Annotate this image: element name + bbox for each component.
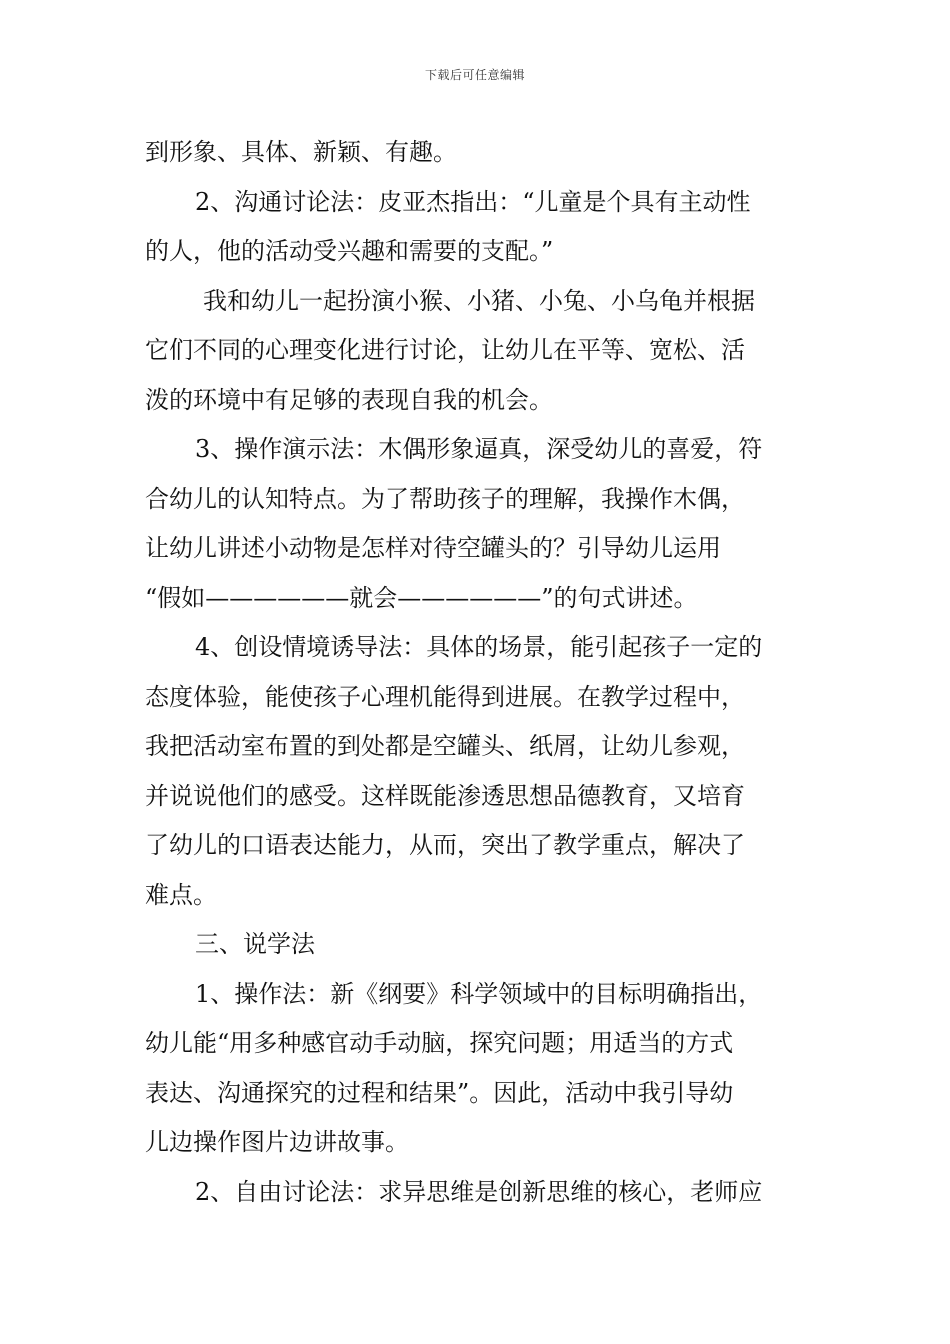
body-line: 儿边操作图片边讲故事。 xyxy=(145,1128,409,1156)
body-line: 我和幼儿一起扮演小猴、小猪、小兔、小乌龟并根据 xyxy=(203,286,755,315)
body-line: 4、创设情境诱导法：具体的场景，能引起孩子一定的 xyxy=(195,633,763,661)
body-line: 我把活动室布置的到处都是空罐头、纸屑，让幼儿参观， xyxy=(145,732,745,760)
body-line: 让幼儿讲述小动物是怎样对待空罐头的？引导幼儿运用 xyxy=(145,534,721,562)
header-note: 下载后可任意编辑 xyxy=(424,68,525,82)
body-line: 3、操作演示法：木偶形象逼真，深受幼儿的喜爱，符 xyxy=(195,435,763,463)
body-line: 2、自由讨论法：求异思维是创新思维的核心，老师应 xyxy=(195,1177,763,1206)
body-line: 合幼儿的认知特点。为了帮助孩子的理解，我操作木偶， xyxy=(145,484,745,513)
body-line: 的人，他的活动受兴趣和需要的支配。” xyxy=(145,237,554,265)
body-line: “假如——————就会——————”的句式讲述。 xyxy=(145,583,698,612)
body-line: 难点。 xyxy=(145,880,217,909)
body-line: 了幼儿的口语表达能力，从而，突出了教学重点，解决了 xyxy=(145,831,745,859)
body-line: 它们不同的心理变化进行讨论，让幼儿在平等、宽松、活 xyxy=(145,336,745,364)
body-line: 幼儿能“用多种感官动手动脑，探究问题；用适当的方式 xyxy=(145,1029,734,1057)
document-body xyxy=(145,128,807,1217)
body-line: 态度体验，能使孩子心理机能得到进展。在教学过程中， xyxy=(145,682,745,711)
body-line: 1、操作法：新《纲要》科学领域中的目标明确指出， xyxy=(195,979,763,1008)
body-line: 泼的环境中有足够的表现自我的机会。 xyxy=(145,385,553,414)
body-line: 并说说他们的感受。这样既能渗透思想品德教育，又培育 xyxy=(145,781,745,810)
body-line: 2、沟通讨论法：皮亚杰指出：“儿童是个具有主动性 xyxy=(195,187,751,216)
body-line: 表达、沟通探究的过程和结果”。因此，活动中我引导幼 xyxy=(145,1078,734,1107)
section-heading: 三、说学法 xyxy=(195,930,315,958)
body-line: 到形象、具体、新颖、有趣。 xyxy=(145,138,457,166)
